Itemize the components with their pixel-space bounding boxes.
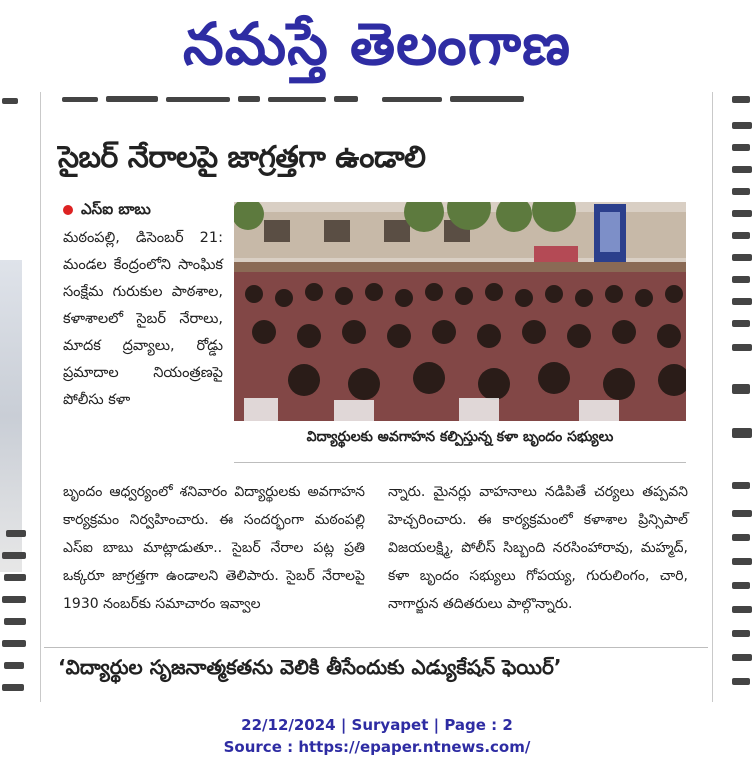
previous-article-fragment xyxy=(62,92,662,106)
footer xyxy=(0,714,754,758)
article-headline: సైబర్ నేరాలపై జాగ్రత్తగా ఉండాలి xyxy=(58,140,426,175)
next-article-headline: ‘విద్యార్థుల సృజనాత్మకతను వెలికి తీసేందుకు ఎడ్యుకేషన్ ఫెయిర్’ xyxy=(58,655,562,679)
article-photo xyxy=(234,202,686,421)
newspaper-title: నమస్తే తెలంగాణ xyxy=(183,10,571,78)
article-intro-column: మఠంపల్లి, డిసెంబర్ 21: మండల కేంద్రంలోని సాంఘిక సంక్షేమ గురుకుల పాఠశాల, కళాశాలలో సైబర్ నేరాలు, మాదక ద్రవ్యాలు, రోడ్డు ప్రమాదాల నియంత్రణపై పోలీసు కళా xyxy=(63,230,223,408)
byline-text: ఎస్‌ఐ బాబు xyxy=(81,200,151,218)
left-text-fragment xyxy=(0,92,30,702)
photo-caption: విద్యార్థులకు అవగాహన కల్పిస్తున్న కళా బృందం సభ్యులు xyxy=(306,429,614,445)
right-column-fragment xyxy=(728,92,754,702)
article-body-left: బృందం ఆధ్వర్యంలో శనివారం విద్యార్థులకు అవగాహన కార్యక్రమం నిర్వహించారు. ఈ సందర్భంగా మఠంపల్లి ఎస్‌ఐ బాబు మాట్లాడుతూ.. సైబర్ నేరాల పట్ల ప్రతి ఒక్కరూ జాగ్రత్తగా ఉండాలని తెలిపారు. సైబర్ నేరాలపై 1930 నంబర్‌కు సమాచారం ఇవ్వాల xyxy=(63,484,365,612)
right-text-fragment xyxy=(728,92,754,702)
subhead-divider xyxy=(44,647,708,648)
article-byline xyxy=(63,200,151,222)
cropped-text-line xyxy=(62,92,662,106)
byline-bullet-icon xyxy=(63,205,73,215)
masthead xyxy=(0,0,754,92)
caption-divider xyxy=(234,462,686,463)
footer-source: Source : https://epaper.ntnews.com/ xyxy=(223,738,531,756)
footer-date-edition: 22/12/2024 | Suryapet | Page : 2 xyxy=(241,716,513,734)
column-divider-right xyxy=(712,92,713,702)
article-body-right: న్నారు. మైనర్లు వాహనాలు నడిపితే చర్యలు తప్పవని హెచ్చరించారు. ఈ కార్యక్రమంలో కళాశాల ప్రిన్సిపాల్ విజయలక్ష్మి, పోలీస్ సిబ్బంది నరసింహారావు, మహ్మద్, కళా బృందం సభ్యులు గోపయ్య, గురులింగం, చారి, నాగార్జున తదితరులు పాల్గొన్నారు. xyxy=(388,484,688,612)
left-column-fragment xyxy=(0,92,30,702)
column-divider xyxy=(40,92,41,702)
students-assembly-illustration xyxy=(234,202,686,421)
